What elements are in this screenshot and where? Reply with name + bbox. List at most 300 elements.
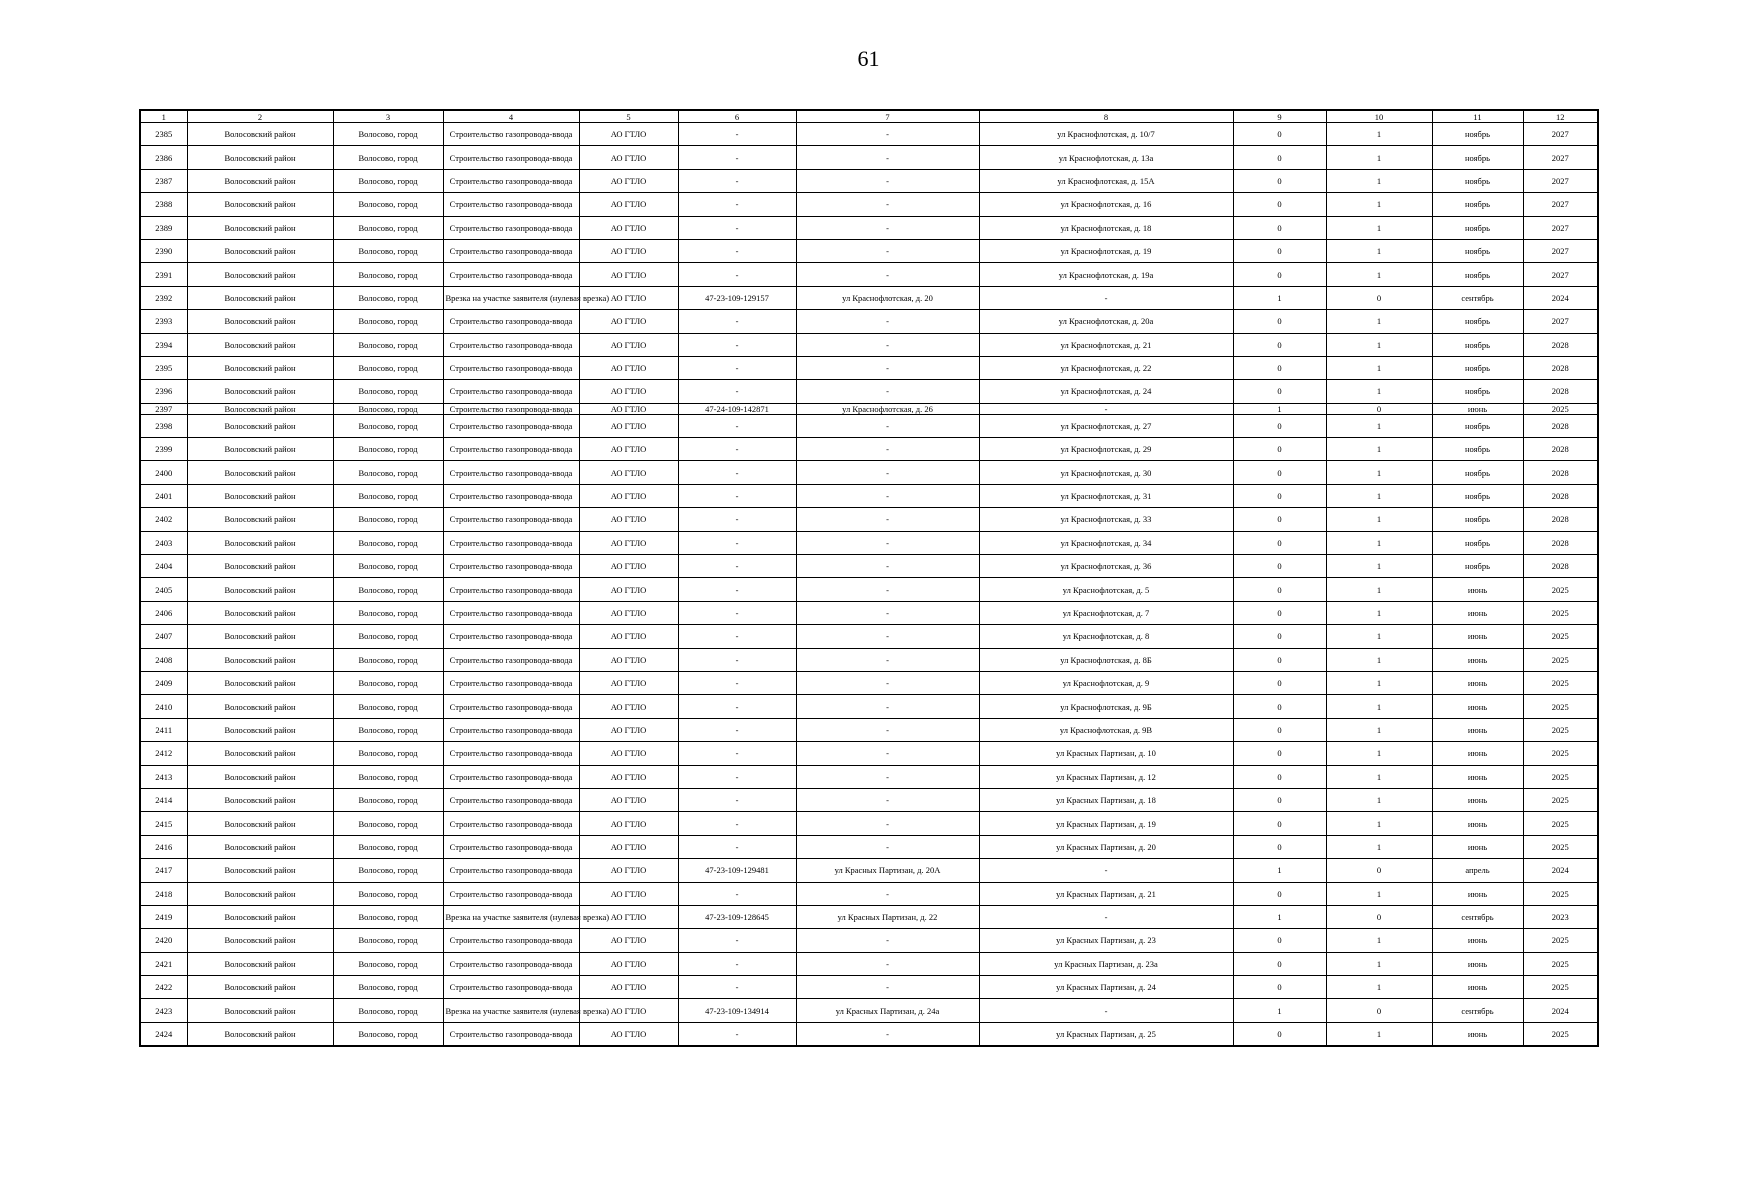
- table-row: [140, 788, 1598, 811]
- cell-district: Волосовский район: [187, 263, 333, 286]
- cell-count-col-9: 0: [1233, 578, 1326, 601]
- cell-settlement: Волосово, город: [333, 146, 443, 169]
- cell-applicant-address: ул Красных Партизан, д. 24а: [796, 999, 979, 1022]
- cell-district: Волосовский район: [187, 742, 333, 765]
- cell-month: ноябрь: [1432, 169, 1523, 192]
- cell-district: Волосовский район: [187, 765, 333, 788]
- cell-application-number: 47-23-109-128645: [678, 905, 796, 928]
- cell-count-col-9: 0: [1233, 648, 1326, 671]
- cell-month: июнь: [1432, 882, 1523, 905]
- cell-month: июнь: [1432, 625, 1523, 648]
- cell-application-number: -: [678, 695, 796, 718]
- cell-work-type: Строительство газопровода-ввода: [443, 216, 579, 239]
- table-row: [140, 648, 1598, 671]
- cell-settlement: Волосово, город: [333, 403, 443, 414]
- cell-year: 2024: [1523, 859, 1598, 882]
- cell-count-col-10: 1: [1326, 356, 1432, 379]
- cell-applicant-address: -: [796, 461, 979, 484]
- cell-year: 2027: [1523, 169, 1598, 192]
- cell-settlement: Волосово, город: [333, 601, 443, 624]
- cell-application-number: -: [678, 356, 796, 379]
- cell-organization: АО ГТЛО: [579, 333, 678, 356]
- cell-month: ноябрь: [1432, 380, 1523, 403]
- cell-count-col-10: 1: [1326, 671, 1432, 694]
- cell-count-col-9: 0: [1233, 146, 1326, 169]
- cell-applicant-address: -: [796, 438, 979, 461]
- cell-applicant-address: -: [796, 648, 979, 671]
- cell-month: июнь: [1432, 765, 1523, 788]
- cell-count-col-10: 1: [1326, 310, 1432, 333]
- table-row: [140, 742, 1598, 765]
- cell-district: Волосовский район: [187, 625, 333, 648]
- cell-month: ноябрь: [1432, 414, 1523, 437]
- cell-work-type: Строительство газопровода-ввода: [443, 742, 579, 765]
- cell-organization: АО ГТЛО: [579, 578, 678, 601]
- cell-row-number: 2420: [140, 929, 187, 952]
- cell-application-number: -: [678, 263, 796, 286]
- cell-year: 2025: [1523, 788, 1598, 811]
- cell-count-col-10: 1: [1326, 461, 1432, 484]
- cell-settlement: Волосово, город: [333, 310, 443, 333]
- cell-count-col-9: 0: [1233, 263, 1326, 286]
- cell-count-col-9: 0: [1233, 310, 1326, 333]
- cell-district: Волосовский район: [187, 905, 333, 928]
- cell-object-address: ул Краснофлотская, д. 19: [979, 239, 1233, 262]
- cell-application-number: -: [678, 414, 796, 437]
- cell-organization: АО ГТЛО: [579, 169, 678, 192]
- cell-work-type: Строительство газопровода-ввода: [443, 835, 579, 858]
- cell-object-address: ул Краснофлотская, д. 19а: [979, 263, 1233, 286]
- cell-row-number: 2411: [140, 718, 187, 741]
- table-row: [140, 193, 1598, 216]
- cell-count-col-10: 0: [1326, 286, 1432, 309]
- column-header-10: 10: [1326, 110, 1432, 123]
- cell-applicant-address: -: [796, 1022, 979, 1046]
- cell-district: Волосовский район: [187, 484, 333, 507]
- cell-settlement: Волосово, город: [333, 508, 443, 531]
- cell-settlement: Волосово, город: [333, 484, 443, 507]
- cell-object-address: ул Краснофлотская, д. 8: [979, 625, 1233, 648]
- cell-organization: АО ГТЛО: [579, 438, 678, 461]
- table-row: [140, 929, 1598, 952]
- cell-organization: АО ГТЛО: [579, 812, 678, 835]
- cell-work-type: Строительство газопровода-ввода: [443, 1022, 579, 1046]
- cell-object-address: -: [979, 999, 1233, 1022]
- cell-row-number: 2401: [140, 484, 187, 507]
- cell-organization: АО ГТЛО: [579, 952, 678, 975]
- cell-row-number: 2406: [140, 601, 187, 624]
- cell-month: июнь: [1432, 601, 1523, 624]
- cell-month: июнь: [1432, 648, 1523, 671]
- cell-count-col-9: 0: [1233, 976, 1326, 999]
- cell-year: 2025: [1523, 601, 1598, 624]
- cell-application-number: -: [678, 169, 796, 192]
- column-header-2: 2: [187, 110, 333, 123]
- cell-settlement: Волосово, город: [333, 718, 443, 741]
- cell-count-col-10: 1: [1326, 239, 1432, 262]
- cell-month: сентябрь: [1432, 999, 1523, 1022]
- cell-organization: АО ГТЛО: [579, 484, 678, 507]
- cell-month: ноябрь: [1432, 310, 1523, 333]
- cell-district: Волосовский район: [187, 123, 333, 146]
- cell-district: Волосовский район: [187, 882, 333, 905]
- cell-district: Волосовский район: [187, 414, 333, 437]
- cell-count-col-10: 1: [1326, 882, 1432, 905]
- cell-settlement: Волосово, город: [333, 216, 443, 239]
- cell-year: 2024: [1523, 999, 1598, 1022]
- cell-row-number: 2413: [140, 765, 187, 788]
- table-row: [140, 333, 1598, 356]
- cell-applicant-address: -: [796, 578, 979, 601]
- cell-work-type: Строительство газопровода-ввода: [443, 648, 579, 671]
- cell-row-number: 2392: [140, 286, 187, 309]
- cell-object-address: ул Краснофлотская, д. 15А: [979, 169, 1233, 192]
- cell-work-type: Строительство газопровода-ввода: [443, 263, 579, 286]
- cell-settlement: Волосово, город: [333, 531, 443, 554]
- cell-settlement: Волосово, город: [333, 380, 443, 403]
- cell-row-number: 2407: [140, 625, 187, 648]
- cell-count-col-9: 0: [1233, 461, 1326, 484]
- cell-applicant-address: -: [796, 976, 979, 999]
- page-number: 61: [857, 46, 880, 71]
- cell-object-address: ул Красных Партизан, д. 18: [979, 788, 1233, 811]
- cell-applicant-address: -: [796, 531, 979, 554]
- table-row: [140, 601, 1598, 624]
- cell-count-col-9: 1: [1233, 859, 1326, 882]
- cell-object-address: ул Краснофлотская, д. 34: [979, 531, 1233, 554]
- cell-count-col-9: 0: [1233, 625, 1326, 648]
- cell-applicant-address: -: [796, 123, 979, 146]
- cell-settlement: Волосово, город: [333, 578, 443, 601]
- cell-object-address: -: [979, 403, 1233, 414]
- cell-object-address: ул Краснофлотская, д. 18: [979, 216, 1233, 239]
- cell-year: 2028: [1523, 414, 1598, 437]
- cell-application-number: 47-24-109-142871: [678, 403, 796, 414]
- cell-month: сентябрь: [1432, 286, 1523, 309]
- cell-applicant-address: -: [796, 882, 979, 905]
- cell-year: 2027: [1523, 216, 1598, 239]
- cell-count-col-10: 0: [1326, 999, 1432, 1022]
- cell-settlement: Волосово, город: [333, 671, 443, 694]
- cell-count-col-9: 0: [1233, 765, 1326, 788]
- cell-year: 2025: [1523, 695, 1598, 718]
- cell-applicant-address: -: [796, 929, 979, 952]
- cell-object-address: -: [979, 859, 1233, 882]
- table-row: [140, 882, 1598, 905]
- cell-applicant-address: -: [796, 671, 979, 694]
- table-row: [140, 484, 1598, 507]
- table-row: [140, 952, 1598, 975]
- cell-year: 2025: [1523, 929, 1598, 952]
- cell-count-col-9: 0: [1233, 671, 1326, 694]
- cell-work-type: Строительство газопровода-ввода: [443, 169, 579, 192]
- cell-object-address: ул Краснофлотская, д. 9: [979, 671, 1233, 694]
- cell-month: ноябрь: [1432, 356, 1523, 379]
- cell-applicant-address: -: [796, 508, 979, 531]
- column-header-12: 12: [1523, 110, 1598, 123]
- cell-year: 2027: [1523, 146, 1598, 169]
- cell-organization: АО ГТЛО: [579, 905, 678, 928]
- cell-application-number: -: [678, 123, 796, 146]
- cell-application-number: -: [678, 146, 796, 169]
- cell-count-col-9: 0: [1233, 356, 1326, 379]
- cell-organization: АО ГТЛО: [579, 356, 678, 379]
- cell-year: 2025: [1523, 1022, 1598, 1046]
- cell-work-type: Строительство газопровода-ввода: [443, 531, 579, 554]
- cell-work-type: Строительство газопровода-ввода: [443, 718, 579, 741]
- cell-settlement: Волосово, город: [333, 123, 443, 146]
- cell-applicant-address: -: [796, 835, 979, 858]
- cell-settlement: Волосово, город: [333, 555, 443, 578]
- cell-count-col-10: 1: [1326, 484, 1432, 507]
- cell-applicant-address: -: [796, 625, 979, 648]
- cell-count-col-9: 0: [1233, 239, 1326, 262]
- cell-object-address: ул Краснофлотская, д. 31: [979, 484, 1233, 507]
- cell-year: 2027: [1523, 239, 1598, 262]
- cell-district: Волосовский район: [187, 356, 333, 379]
- cell-applicant-address: ул Краснофлотская, д. 20: [796, 286, 979, 309]
- table-row: [140, 380, 1598, 403]
- cell-count-col-10: 1: [1326, 508, 1432, 531]
- cell-count-col-9: 0: [1233, 123, 1326, 146]
- cell-organization: АО ГТЛО: [579, 1022, 678, 1046]
- cell-applicant-address: ул Краснофлотская, д. 26: [796, 403, 979, 414]
- cell-applicant-address: -: [796, 239, 979, 262]
- cell-year: 2025: [1523, 648, 1598, 671]
- cell-work-type: Строительство газопровода-ввода: [443, 146, 579, 169]
- cell-settlement: Волосово, город: [333, 812, 443, 835]
- cell-work-type: Строительство газопровода-ввода: [443, 859, 579, 882]
- cell-count-col-10: 1: [1326, 788, 1432, 811]
- cell-year: 2028: [1523, 380, 1598, 403]
- cell-row-number: 2394: [140, 333, 187, 356]
- cell-application-number: -: [678, 438, 796, 461]
- cell-applicant-address: -: [796, 555, 979, 578]
- cell-object-address: ул Красных Партизан, д. 23: [979, 929, 1233, 952]
- cell-count-col-10: 1: [1326, 555, 1432, 578]
- cell-object-address: ул Краснофлотская, д. 27: [979, 414, 1233, 437]
- cell-count-col-10: 1: [1326, 578, 1432, 601]
- cell-applicant-address: -: [796, 812, 979, 835]
- cell-organization: АО ГТЛО: [579, 461, 678, 484]
- column-header-8: 8: [979, 110, 1233, 123]
- cell-object-address: ул Красных Партизан, д. 19: [979, 812, 1233, 835]
- cell-count-col-9: 0: [1233, 555, 1326, 578]
- cell-settlement: Волосово, город: [333, 882, 443, 905]
- cell-applicant-address: -: [796, 742, 979, 765]
- cell-organization: АО ГТЛО: [579, 835, 678, 858]
- table-row: [140, 625, 1598, 648]
- cell-application-number: -: [678, 788, 796, 811]
- cell-work-type: Строительство газопровода-ввода: [443, 601, 579, 624]
- cell-settlement: Волосово, город: [333, 835, 443, 858]
- cell-work-type: Строительство газопровода-ввода: [443, 812, 579, 835]
- cell-work-type: Врезка на участке заявителя (нулевая врезка): [443, 286, 579, 309]
- cell-applicant-address: -: [796, 356, 979, 379]
- cell-settlement: Волосово, город: [333, 929, 443, 952]
- cell-month: ноябрь: [1432, 555, 1523, 578]
- cell-count-col-9: 0: [1233, 929, 1326, 952]
- cell-month: июнь: [1432, 718, 1523, 741]
- cell-month: ноябрь: [1432, 193, 1523, 216]
- table-row: [140, 286, 1598, 309]
- cell-count-col-10: 1: [1326, 333, 1432, 356]
- cell-application-number: -: [678, 976, 796, 999]
- cell-work-type: Строительство газопровода-ввода: [443, 508, 579, 531]
- cell-district: Волосовский район: [187, 718, 333, 741]
- cell-month: сентябрь: [1432, 905, 1523, 928]
- cell-organization: АО ГТЛО: [579, 239, 678, 262]
- cell-count-col-9: 0: [1233, 835, 1326, 858]
- cell-settlement: Волосово, город: [333, 438, 443, 461]
- cell-district: Волосовский район: [187, 286, 333, 309]
- cell-district: Волосовский район: [187, 169, 333, 192]
- cell-object-address: ул Краснофлотская, д. 36: [979, 555, 1233, 578]
- cell-year: 2028: [1523, 508, 1598, 531]
- cell-application-number: -: [678, 765, 796, 788]
- cell-count-col-10: 1: [1326, 929, 1432, 952]
- cell-month: июнь: [1432, 742, 1523, 765]
- cell-row-number: 2404: [140, 555, 187, 578]
- cell-settlement: Волосово, город: [333, 999, 443, 1022]
- cell-object-address: ул Краснофлотская, д. 9Б: [979, 695, 1233, 718]
- cell-organization: АО ГТЛО: [579, 601, 678, 624]
- cell-count-col-10: 1: [1326, 146, 1432, 169]
- cell-application-number: -: [678, 742, 796, 765]
- cell-organization: АО ГТЛО: [579, 310, 678, 333]
- cell-organization: АО ГТЛО: [579, 742, 678, 765]
- cell-settlement: Волосово, город: [333, 788, 443, 811]
- cell-organization: АО ГТЛО: [579, 146, 678, 169]
- cell-count-col-9: 0: [1233, 484, 1326, 507]
- cell-count-col-9: 0: [1233, 718, 1326, 741]
- cell-object-address: ул Краснофлотская, д. 10/7: [979, 123, 1233, 146]
- cell-month: апрель: [1432, 859, 1523, 882]
- cell-application-number: 47-23-109-129481: [678, 859, 796, 882]
- table-row: [140, 835, 1598, 858]
- cell-count-col-10: 1: [1326, 216, 1432, 239]
- cell-organization: АО ГТЛО: [579, 403, 678, 414]
- cell-work-type: Врезка на участке заявителя (нулевая врезка): [443, 905, 579, 928]
- cell-settlement: Волосово, город: [333, 333, 443, 356]
- cell-application-number: -: [678, 578, 796, 601]
- cell-count-col-9: 0: [1233, 788, 1326, 811]
- cell-object-address: ул Красных Партизан, д. 25: [979, 1022, 1233, 1046]
- cell-district: Волосовский район: [187, 403, 333, 414]
- table-row: [140, 531, 1598, 554]
- cell-year: 2025: [1523, 742, 1598, 765]
- cell-application-number: -: [678, 555, 796, 578]
- cell-month: ноябрь: [1432, 484, 1523, 507]
- cell-row-number: 2388: [140, 193, 187, 216]
- cell-applicant-address: ул Красных Партизан, д. 20А: [796, 859, 979, 882]
- cell-row-number: 2387: [140, 169, 187, 192]
- cell-application-number: -: [678, 882, 796, 905]
- cell-count-col-9: 0: [1233, 414, 1326, 437]
- cell-row-number: 2389: [140, 216, 187, 239]
- cell-row-number: 2398: [140, 414, 187, 437]
- table-row: [140, 310, 1598, 333]
- cell-month: ноябрь: [1432, 123, 1523, 146]
- cell-row-number: 2396: [140, 380, 187, 403]
- cell-district: Волосовский район: [187, 461, 333, 484]
- cell-organization: АО ГТЛО: [579, 718, 678, 741]
- cell-count-col-9: 0: [1233, 193, 1326, 216]
- cell-work-type: Строительство газопровода-ввода: [443, 555, 579, 578]
- cell-settlement: Волосово, город: [333, 765, 443, 788]
- column-header-4: 4: [443, 110, 579, 123]
- table-row: [140, 356, 1598, 379]
- cell-applicant-address: -: [796, 216, 979, 239]
- cell-month: ноябрь: [1432, 461, 1523, 484]
- cell-organization: АО ГТЛО: [579, 929, 678, 952]
- cell-work-type: Строительство газопровода-ввода: [443, 882, 579, 905]
- cell-year: 2028: [1523, 484, 1598, 507]
- cell-count-col-9: 0: [1233, 601, 1326, 624]
- cell-work-type: Врезка на участке заявителя (нулевая врезка): [443, 999, 579, 1022]
- cell-organization: АО ГТЛО: [579, 695, 678, 718]
- cell-count-col-10: 1: [1326, 263, 1432, 286]
- cell-month: июнь: [1432, 403, 1523, 414]
- cell-application-number: 47-23-109-134914: [678, 999, 796, 1022]
- cell-row-number: 2418: [140, 882, 187, 905]
- cell-settlement: Волосово, город: [333, 625, 443, 648]
- table-row: [140, 695, 1598, 718]
- cell-count-col-9: 1: [1233, 999, 1326, 1022]
- cell-work-type: Строительство газопровода-ввода: [443, 403, 579, 414]
- cell-object-address: ул Краснофлотская, д. 13а: [979, 146, 1233, 169]
- cell-row-number: 2422: [140, 976, 187, 999]
- cell-applicant-address: -: [796, 414, 979, 437]
- cell-count-col-10: 1: [1326, 976, 1432, 999]
- cell-month: ноябрь: [1432, 508, 1523, 531]
- cell-district: Волосовский район: [187, 671, 333, 694]
- cell-year: 2028: [1523, 356, 1598, 379]
- cell-organization: АО ГТЛО: [579, 765, 678, 788]
- cell-district: Волосовский район: [187, 333, 333, 356]
- cell-row-number: 2395: [140, 356, 187, 379]
- cell-application-number: -: [678, 380, 796, 403]
- cell-month: июнь: [1432, 812, 1523, 835]
- cell-count-col-10: 1: [1326, 625, 1432, 648]
- cell-applicant-address: -: [796, 788, 979, 811]
- table-row: [140, 765, 1598, 788]
- cell-work-type: Строительство газопровода-ввода: [443, 484, 579, 507]
- cell-month: ноябрь: [1432, 438, 1523, 461]
- cell-district: Волосовский район: [187, 239, 333, 262]
- cell-count-col-9: 0: [1233, 812, 1326, 835]
- cell-applicant-address: -: [796, 146, 979, 169]
- cell-count-col-9: 0: [1233, 508, 1326, 531]
- cell-count-col-10: 0: [1326, 859, 1432, 882]
- cell-district: Волосовский район: [187, 310, 333, 333]
- cell-count-col-9: 0: [1233, 882, 1326, 905]
- cell-district: Волосовский район: [187, 952, 333, 975]
- cell-object-address: ул Красных Партизан, д. 24: [979, 976, 1233, 999]
- column-header-3: 3: [333, 110, 443, 123]
- cell-count-col-9: 0: [1233, 1022, 1326, 1046]
- cell-district: Волосовский район: [187, 601, 333, 624]
- cell-year: 2025: [1523, 625, 1598, 648]
- cell-object-address: ул Краснофлотская, д. 21: [979, 333, 1233, 356]
- cell-month: ноябрь: [1432, 216, 1523, 239]
- cell-work-type: Строительство газопровода-ввода: [443, 671, 579, 694]
- table-row: [140, 438, 1598, 461]
- cell-month: июнь: [1432, 976, 1523, 999]
- cell-settlement: Волосово, город: [333, 461, 443, 484]
- cell-application-number: 47-23-109-129157: [678, 286, 796, 309]
- cell-object-address: ул Краснофлотская, д. 16: [979, 193, 1233, 216]
